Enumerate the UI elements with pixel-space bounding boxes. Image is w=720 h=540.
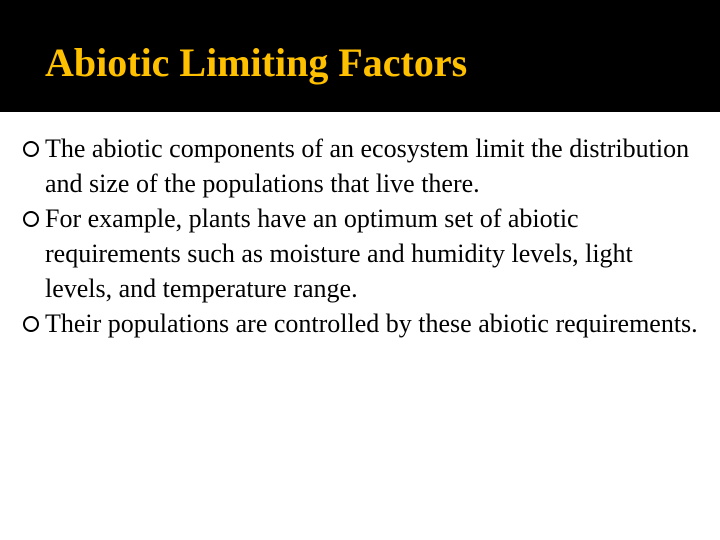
hollow-circle-icon [23, 316, 39, 332]
bullet-item [20, 306, 705, 341]
bullet-text: The abiotic components of an ecosystem limit the distribution and size of the populations that live there. [45, 134, 690, 198]
bullet-text: For example, plants have an optimum set of abiotic requirements such as moisture and humidity levels, light levels, and temperature range. [45, 204, 633, 303]
title-band [0, 0, 720, 112]
bullet-item [20, 201, 705, 306]
bullet-text: Their populations are controlled by these abiotic requirements. [45, 309, 698, 338]
bullet-item [20, 131, 705, 201]
hollow-circle-icon [23, 141, 39, 157]
hollow-circle-icon [23, 211, 39, 227]
bullet-list [20, 131, 705, 341]
slide-title: Abiotic Limiting Factors [45, 40, 468, 85]
